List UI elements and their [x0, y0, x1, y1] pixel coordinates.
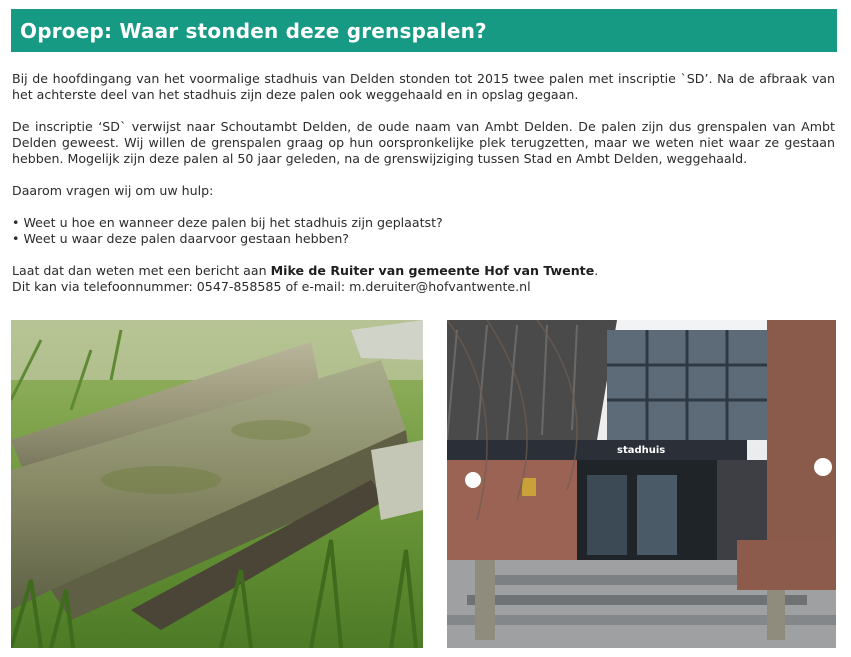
- question-list: [12, 215, 835, 247]
- title-banner: [11, 9, 837, 52]
- paragraph-inscription: De inscriptie ‘SD` verwijst naar Schoutambt Delden, de oude naam van Ambt Delden. De palen zijn dus grenspalen van Ambt Delden geweest. Wij willen de grenspalen graag op hun oorspronkelijke plek terugzetten, maar we weten niet waar ze gestaan hebben. Mogelijk zijn deze palen al 50 jaar geleden, na de grenswijziging tussen Stad en Ambt Delden, weggehaald.: [12, 119, 835, 166]
- town-hall-photo: [447, 320, 836, 648]
- contact-name: Mike de Ruiter van gemeente Hof van Twente: [270, 263, 595, 278]
- help-intro: Daarom vragen wij om uw hulp:: [12, 183, 214, 198]
- contact-details: Dit kan via telefoonnummer: 0547-858585 of e-mail: m.deruiter@hofvantwente.nl: [12, 279, 531, 294]
- contact-suffix: .: [594, 263, 599, 278]
- contact-paragraph: [12, 263, 835, 295]
- contact-prefix: Laat dat dan weten met een bericht aan: [12, 263, 271, 278]
- page-title: Oproep: Waar stonden deze grenspalen?: [20, 18, 487, 43]
- list-item: • Weet u waar deze palen daarvoor gestaan hebben?: [12, 231, 835, 247]
- stadhuis-sign: stadhuis: [617, 445, 666, 456]
- paragraph-intro: Bij de hoofdingang van het voormalige stadhuis van Delden stonden tot 2015 twee palen met inscriptie `SD’. Na de afbraak van het achterste deel van het stadhuis zijn deze palen ook weggehaald en in opslag gegaan.: [12, 71, 835, 102]
- boundary-posts-photo: [11, 320, 423, 648]
- article-body: [12, 71, 835, 311]
- list-item: • Weet u hoe en wanneer deze palen bij het stadhuis zijn geplaatst?: [12, 215, 835, 231]
